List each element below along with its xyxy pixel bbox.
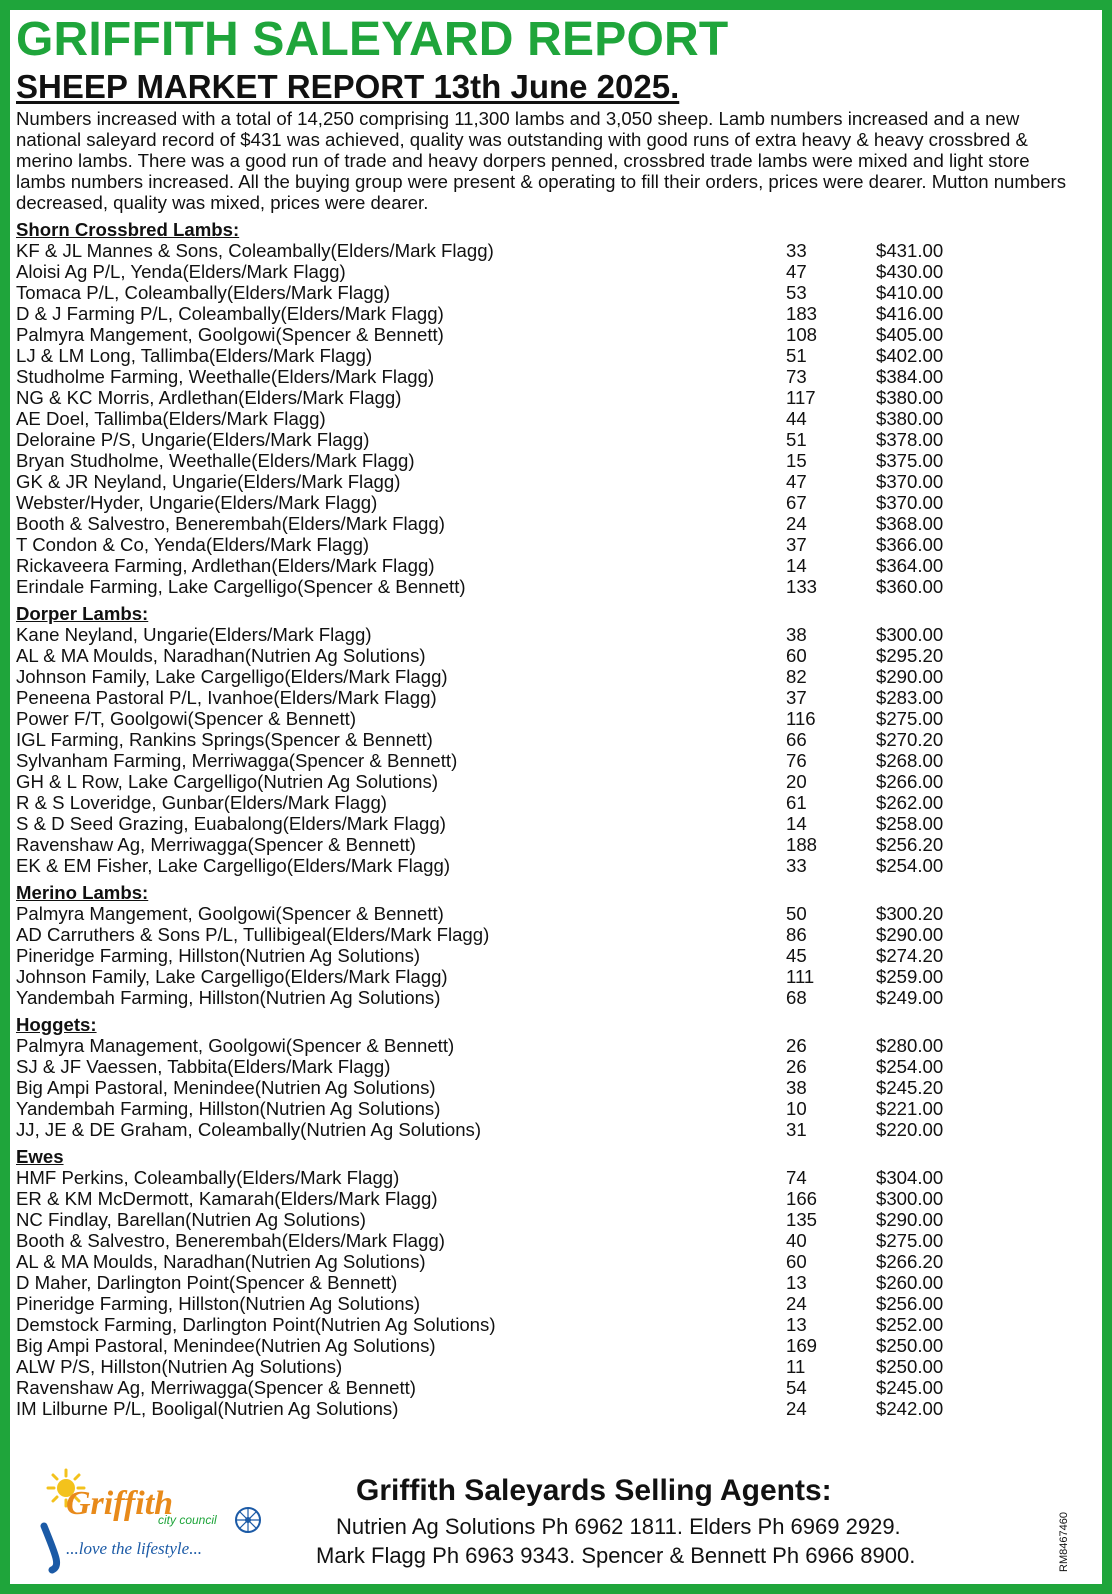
vendor-name: T Condon & Co, Yenda(Elders/Mark Flagg) bbox=[16, 534, 370, 555]
head-count: 33 bbox=[786, 240, 807, 261]
footer bbox=[16, 1466, 1080, 1578]
vendor-name: Yandembah Farming, Hillston(Nutrien Ag Solutions) bbox=[16, 987, 441, 1008]
table-row bbox=[16, 1356, 1080, 1377]
table-row bbox=[16, 1056, 1080, 1077]
vendor-name: NC Findlay, Barellan(Nutrien Ag Solutions) bbox=[16, 1209, 366, 1230]
vendor-name: HMF Perkins, Coleambally(Elders/Mark Flagg) bbox=[16, 1167, 400, 1188]
reference-code-box bbox=[1058, 1472, 1078, 1582]
head-count: 60 bbox=[786, 1251, 807, 1272]
price-per-head: $380.00 bbox=[876, 387, 944, 408]
vendor-name: Pineridge Farming, Hillston(Nutrien Ag Solutions) bbox=[16, 945, 421, 966]
head-count: 15 bbox=[786, 450, 807, 471]
vendor-name: Erindale Farming, Lake Cargelligo(Spencer & Bennett) bbox=[16, 576, 466, 597]
head-count: 45 bbox=[786, 945, 807, 966]
price-per-head: $256.00 bbox=[876, 1293, 944, 1314]
head-count: 188 bbox=[786, 834, 818, 855]
report-title: GRIFFITH SALEYARD REPORT bbox=[16, 13, 729, 66]
table-row bbox=[16, 924, 1080, 945]
vendor-name: Sylvanham Farming, Merriwagga(Spencer & Bennett) bbox=[16, 750, 458, 771]
vendor-name: NG & KC Morris, Ardlethan(Elders/Mark Flagg) bbox=[16, 387, 402, 408]
price-per-head: $270.20 bbox=[876, 729, 944, 750]
price-per-head: $262.00 bbox=[876, 792, 944, 813]
vendor-name: GK & JR Neyland, Ungarie(Elders/Mark Flagg) bbox=[16, 471, 401, 492]
vendor-name: ER & KM McDermott, Kamarah(Elders/Mark Flagg) bbox=[16, 1188, 438, 1209]
vendor-name: EK & EM Fisher, Lake Cargelligo(Elders/Mark Flagg) bbox=[16, 855, 451, 876]
vendor-name: AD Carruthers & Sons P/L, Tullibigeal(Elders/Mark Flagg) bbox=[16, 924, 490, 945]
vendor-name: Bryan Studholme, Weethalle(Elders/Mark Flagg) bbox=[16, 450, 415, 471]
head-count: 26 bbox=[786, 1056, 807, 1077]
head-count: 44 bbox=[786, 408, 807, 429]
head-count: 47 bbox=[786, 471, 807, 492]
section-title: Merino Lambs: bbox=[16, 882, 149, 903]
logo-tagline: city council bbox=[158, 1513, 217, 1527]
price-per-head: $275.00 bbox=[876, 708, 944, 729]
vendor-name: Webster/Hyder, Ungarie(Elders/Mark Flagg) bbox=[16, 492, 378, 513]
vendor-name: Pineridge Farming, Hillston(Nutrien Ag Solutions) bbox=[16, 1293, 421, 1314]
vendor-name: Palmyra Mangement, Goolgowi(Spencer & Bennett) bbox=[16, 903, 444, 924]
table-row bbox=[16, 240, 1080, 261]
section-title: Hoggets: bbox=[16, 1014, 97, 1035]
table-row bbox=[16, 666, 1080, 687]
table-row bbox=[16, 792, 1080, 813]
table-row bbox=[16, 1377, 1080, 1398]
table-row bbox=[16, 624, 1080, 645]
section bbox=[16, 219, 1080, 597]
price-per-head: $290.00 bbox=[876, 666, 944, 687]
vendor-name: SJ & JF Vaessen, Tabbita(Elders/Mark Flagg) bbox=[16, 1056, 391, 1077]
price-per-head: $283.00 bbox=[876, 687, 944, 708]
vendor-name: Booth & Salvestro, Benerembah(Elders/Mark Flagg) bbox=[16, 513, 445, 534]
vendor-name: Tomaca P/L, Coleambally(Elders/Mark Flagg) bbox=[16, 282, 391, 303]
price-per-head: $268.00 bbox=[876, 750, 944, 771]
vendor-name: Yandembah Farming, Hillston(Nutrien Ag Solutions) bbox=[16, 1098, 441, 1119]
price-per-head: $258.00 bbox=[876, 813, 944, 834]
table-row bbox=[16, 750, 1080, 771]
price-per-head: $430.00 bbox=[876, 261, 944, 282]
head-count: 14 bbox=[786, 555, 807, 576]
price-per-head: $405.00 bbox=[876, 324, 944, 345]
price-per-head: $250.00 bbox=[876, 1356, 944, 1377]
wheel-icon bbox=[236, 1508, 260, 1532]
price-per-head: $300.20 bbox=[876, 903, 944, 924]
vendor-name: Big Ampi Pastoral, Menindee(Nutrien Ag Solutions) bbox=[16, 1077, 436, 1098]
head-count: 24 bbox=[786, 513, 807, 534]
vendor-name: LJ & LM Long, Tallimba(Elders/Mark Flagg) bbox=[16, 345, 373, 366]
table-row bbox=[16, 687, 1080, 708]
vendor-name: GH & L Row, Lake Cargelligo(Nutrien Ag Solutions) bbox=[16, 771, 439, 792]
table-row bbox=[16, 1209, 1080, 1230]
vendor-name: Big Ampi Pastoral, Menindee(Nutrien Ag Solutions) bbox=[16, 1335, 436, 1356]
price-per-head: $249.00 bbox=[876, 987, 944, 1008]
table-row bbox=[16, 945, 1080, 966]
price-per-head: $431.00 bbox=[876, 240, 944, 261]
vendor-name: Ravenshaw Ag, Merriwagga(Spencer & Bennett) bbox=[16, 1377, 416, 1398]
head-count: 183 bbox=[786, 303, 818, 324]
table-row bbox=[16, 1293, 1080, 1314]
report-body bbox=[16, 14, 1080, 1419]
head-count: 38 bbox=[786, 624, 807, 645]
head-count: 33 bbox=[786, 855, 807, 876]
vendor-name: R & S Loveridge, Gunbar(Elders/Mark Flagg) bbox=[16, 792, 387, 813]
head-count: 68 bbox=[786, 987, 807, 1008]
price-per-head: $245.00 bbox=[876, 1377, 944, 1398]
price-per-head: $266.20 bbox=[876, 1251, 944, 1272]
table-row bbox=[16, 1398, 1080, 1419]
table-row bbox=[16, 966, 1080, 987]
price-per-head: $260.00 bbox=[876, 1272, 944, 1293]
price-per-head: $254.00 bbox=[876, 855, 944, 876]
griffith-city-council-logo bbox=[26, 1466, 266, 1576]
logo-swoosh bbox=[44, 1526, 57, 1570]
vendor-name: AL & MA Moulds, Naradhan(Nutrien Ag Solutions) bbox=[16, 1251, 426, 1272]
table-row bbox=[16, 471, 1080, 492]
price-per-head: $402.00 bbox=[876, 345, 944, 366]
price-per-head: $295.20 bbox=[876, 645, 944, 666]
head-count: 53 bbox=[786, 282, 807, 303]
vendor-name: Peneena Pastoral P/L, Ivanhoe(Elders/Mark Flagg) bbox=[16, 687, 437, 708]
table-row bbox=[16, 903, 1080, 924]
head-count: 166 bbox=[786, 1188, 818, 1209]
head-count: 67 bbox=[786, 492, 807, 513]
price-per-head: $220.00 bbox=[876, 1119, 944, 1140]
table-row bbox=[16, 1167, 1080, 1188]
head-count: 135 bbox=[786, 1209, 818, 1230]
price-per-head: $304.00 bbox=[876, 1167, 944, 1188]
vendor-name: IGL Farming, Rankins Springs(Spencer & Bennett) bbox=[16, 729, 433, 750]
head-count: 108 bbox=[786, 324, 818, 345]
head-count: 60 bbox=[786, 645, 807, 666]
table-row bbox=[16, 1119, 1080, 1140]
vendor-name: AL & MA Moulds, Naradhan(Nutrien Ag Solutions) bbox=[16, 645, 426, 666]
price-per-head: $242.00 bbox=[876, 1398, 944, 1419]
vendor-name: IM Lilburne P/L, Booligal(Nutrien Ag Solutions) bbox=[16, 1398, 399, 1419]
price-per-head: $380.00 bbox=[876, 408, 944, 429]
vendor-name: Studholme Farming, Weethalle(Elders/Mark Flagg) bbox=[16, 366, 435, 387]
vendor-name: KF & JL Mannes & Sons, Coleambally(Elders/Mark Flagg) bbox=[16, 240, 494, 261]
table-row bbox=[16, 834, 1080, 855]
price-per-head: $384.00 bbox=[876, 366, 944, 387]
price-per-head: $370.00 bbox=[876, 471, 944, 492]
head-count: 13 bbox=[786, 1314, 807, 1335]
logo-slogan: ...love the lifestyle... bbox=[66, 1539, 202, 1558]
vendor-name: S & D Seed Grazing, Euabalong(Elders/Mark Flagg) bbox=[16, 813, 446, 834]
table-row bbox=[16, 513, 1080, 534]
table-row bbox=[16, 450, 1080, 471]
table-row bbox=[16, 987, 1080, 1008]
table-row bbox=[16, 1188, 1080, 1209]
price-per-head: $416.00 bbox=[876, 303, 944, 324]
table-row bbox=[16, 492, 1080, 513]
head-count: 111 bbox=[786, 966, 815, 987]
head-count: 37 bbox=[786, 534, 807, 555]
table-row bbox=[16, 1314, 1080, 1335]
table-row bbox=[16, 1098, 1080, 1119]
logo-name: Griffith bbox=[66, 1485, 174, 1522]
head-count: 82 bbox=[786, 666, 807, 687]
head-count: 54 bbox=[786, 1377, 807, 1398]
vendor-name: Johnson Family, Lake Cargelligo(Elders/Mark Flagg) bbox=[16, 666, 448, 687]
table-row bbox=[16, 345, 1080, 366]
head-count: 66 bbox=[786, 729, 807, 750]
head-count: 37 bbox=[786, 687, 807, 708]
table-row bbox=[16, 855, 1080, 876]
vendor-name: Deloraine P/S, Ungarie(Elders/Mark Flagg) bbox=[16, 429, 370, 450]
price-per-head: $266.00 bbox=[876, 771, 944, 792]
price-per-head: $290.00 bbox=[876, 1209, 944, 1230]
selling-agents-title: Griffith Saleyards Selling Agents: bbox=[356, 1474, 832, 1507]
head-count: 26 bbox=[786, 1035, 807, 1056]
head-count: 38 bbox=[786, 1077, 807, 1098]
price-per-head: $221.00 bbox=[876, 1098, 944, 1119]
table-row bbox=[16, 387, 1080, 408]
head-count: 47 bbox=[786, 261, 807, 282]
vendor-name: AE Doel, Tallimba(Elders/Mark Flagg) bbox=[16, 408, 326, 429]
price-per-head: $259.00 bbox=[876, 966, 944, 987]
price-per-head: $366.00 bbox=[876, 534, 944, 555]
head-count: 11 bbox=[786, 1356, 806, 1377]
price-per-head: $250.00 bbox=[876, 1335, 944, 1356]
vendor-name: ALW P/S, Hillston(Nutrien Ag Solutions) bbox=[16, 1356, 343, 1377]
head-count: 20 bbox=[786, 771, 807, 792]
sales-sections bbox=[16, 219, 1080, 1419]
table-row bbox=[16, 1077, 1080, 1098]
head-count: 116 bbox=[786, 708, 816, 729]
head-count: 13 bbox=[786, 1272, 807, 1293]
table-row bbox=[16, 708, 1080, 729]
head-count: 74 bbox=[786, 1167, 807, 1188]
vendor-name: Palmyra Mangement, Goolgowi(Spencer & Bennett) bbox=[16, 324, 444, 345]
head-count: 10 bbox=[786, 1098, 807, 1119]
head-count: 14 bbox=[786, 813, 807, 834]
table-row bbox=[16, 324, 1080, 345]
price-per-head: $375.00 bbox=[876, 450, 944, 471]
vendor-name: Rickaveera Farming, Ardlethan(Elders/Mark Flagg) bbox=[16, 555, 435, 576]
vendor-name: Demstock Farming, Darlington Point(Nutrien Ag Solutions) bbox=[16, 1314, 496, 1335]
vendor-name: D Maher, Darlington Point(Spencer & Bennett) bbox=[16, 1272, 398, 1293]
head-count: 50 bbox=[786, 903, 807, 924]
agents-contacts-line-1: Nutrien Ag Solutions Ph 6962 1811. Elders Ph 6969 2929. bbox=[336, 1514, 901, 1539]
price-per-head: $368.00 bbox=[876, 513, 944, 534]
price-per-head: $410.00 bbox=[876, 282, 944, 303]
head-count: 117 bbox=[786, 387, 816, 408]
price-per-head: $360.00 bbox=[876, 576, 944, 597]
price-per-head: $254.00 bbox=[876, 1056, 944, 1077]
table-row bbox=[16, 303, 1080, 324]
table-row bbox=[16, 576, 1080, 597]
section bbox=[16, 1146, 1080, 1419]
agents-contacts-line-2: Mark Flagg Ph 6963 9343. Spencer & Bennett Ph 6966 8900. bbox=[316, 1543, 916, 1568]
table-row bbox=[16, 408, 1080, 429]
head-count: 51 bbox=[786, 429, 807, 450]
section bbox=[16, 603, 1080, 876]
table-row bbox=[16, 1035, 1080, 1056]
head-count: 76 bbox=[786, 750, 807, 771]
head-count: 73 bbox=[786, 366, 807, 387]
price-per-head: $378.00 bbox=[876, 429, 944, 450]
head-count: 61 bbox=[786, 792, 807, 813]
head-count: 24 bbox=[786, 1293, 807, 1314]
vendor-name: Booth & Salvestro, Benerembah(Elders/Mark Flagg) bbox=[16, 1230, 445, 1251]
table-row bbox=[16, 771, 1080, 792]
price-per-head: $274.20 bbox=[876, 945, 944, 966]
price-per-head: $275.00 bbox=[876, 1230, 944, 1251]
vendor-name: JJ, JE & DE Graham, Coleambally(Nutrien Ag Solutions) bbox=[16, 1119, 482, 1140]
section bbox=[16, 882, 1080, 1008]
reference-code: RM8467460 bbox=[1058, 1512, 1070, 1572]
price-per-head: $300.00 bbox=[876, 1188, 944, 1209]
price-per-head: $252.00 bbox=[876, 1314, 944, 1335]
report-subtitle: SHEEP MARKET REPORT 13th June 2025. bbox=[16, 68, 680, 105]
vendor-name: Power F/T, Goolgowi(Spencer & Bennett) bbox=[16, 708, 357, 729]
table-row bbox=[16, 813, 1080, 834]
price-per-head: $245.20 bbox=[876, 1077, 944, 1098]
section-title: Ewes bbox=[16, 1146, 64, 1167]
head-count: 31 bbox=[786, 1119, 807, 1140]
vendor-name: Johnson Family, Lake Cargelligo(Elders/Mark Flagg) bbox=[16, 966, 448, 987]
section-title: Shorn Crossbred Lambs: bbox=[16, 219, 240, 240]
table-row bbox=[16, 1272, 1080, 1293]
head-count: 133 bbox=[786, 576, 818, 597]
price-per-head: $256.20 bbox=[876, 834, 944, 855]
table-row bbox=[16, 645, 1080, 666]
price-per-head: $364.00 bbox=[876, 555, 944, 576]
head-count: 169 bbox=[786, 1335, 818, 1356]
vendor-name: Kane Neyland, Ungarie(Elders/Mark Flagg) bbox=[16, 624, 372, 645]
price-per-head: $290.00 bbox=[876, 924, 944, 945]
table-row bbox=[16, 282, 1080, 303]
vendor-name: Aloisi Ag P/L, Yenda(Elders/Mark Flagg) bbox=[16, 261, 346, 282]
head-count: 24 bbox=[786, 1398, 807, 1419]
price-per-head: $300.00 bbox=[876, 624, 944, 645]
table-row bbox=[16, 534, 1080, 555]
table-row bbox=[16, 555, 1080, 576]
head-count: 86 bbox=[786, 924, 807, 945]
table-row bbox=[16, 429, 1080, 450]
price-per-head: $370.00 bbox=[876, 492, 944, 513]
table-row bbox=[16, 729, 1080, 750]
market-summary: Numbers increased with a total of 14,250 comprising 11,300 lambs and 3,050 sheep. Lamb numbers increased and a new national saleyard record of $431 was achieved, quality was outstanding with good runs of extra heavy & heavy crossbred & merino lambs. There was a good run of trade and heavy dorpers penned, crossbred trade lambs were mixed and light store lambs numbers increased. All the buying group were present & operating to fill their orders, prices were dearer. Mutton numbers decreased, quality was mixed, prices were dearer. bbox=[16, 108, 1067, 213]
table-row bbox=[16, 261, 1080, 282]
head-count: 40 bbox=[786, 1230, 807, 1251]
section-title: Dorper Lambs: bbox=[16, 603, 149, 624]
price-per-head: $280.00 bbox=[876, 1035, 944, 1056]
table-row bbox=[16, 1335, 1080, 1356]
vendor-name: D & J Farming P/L, Coleambally(Elders/Mark Flagg) bbox=[16, 303, 444, 324]
table-row bbox=[16, 1230, 1080, 1251]
head-count: 51 bbox=[786, 345, 807, 366]
table-row bbox=[16, 366, 1080, 387]
vendor-name: Ravenshaw Ag, Merriwagga(Spencer & Bennett) bbox=[16, 834, 416, 855]
vendor-name: Palmyra Management, Goolgowi(Spencer & Bennett) bbox=[16, 1035, 455, 1056]
section bbox=[16, 1014, 1080, 1140]
table-row bbox=[16, 1251, 1080, 1272]
